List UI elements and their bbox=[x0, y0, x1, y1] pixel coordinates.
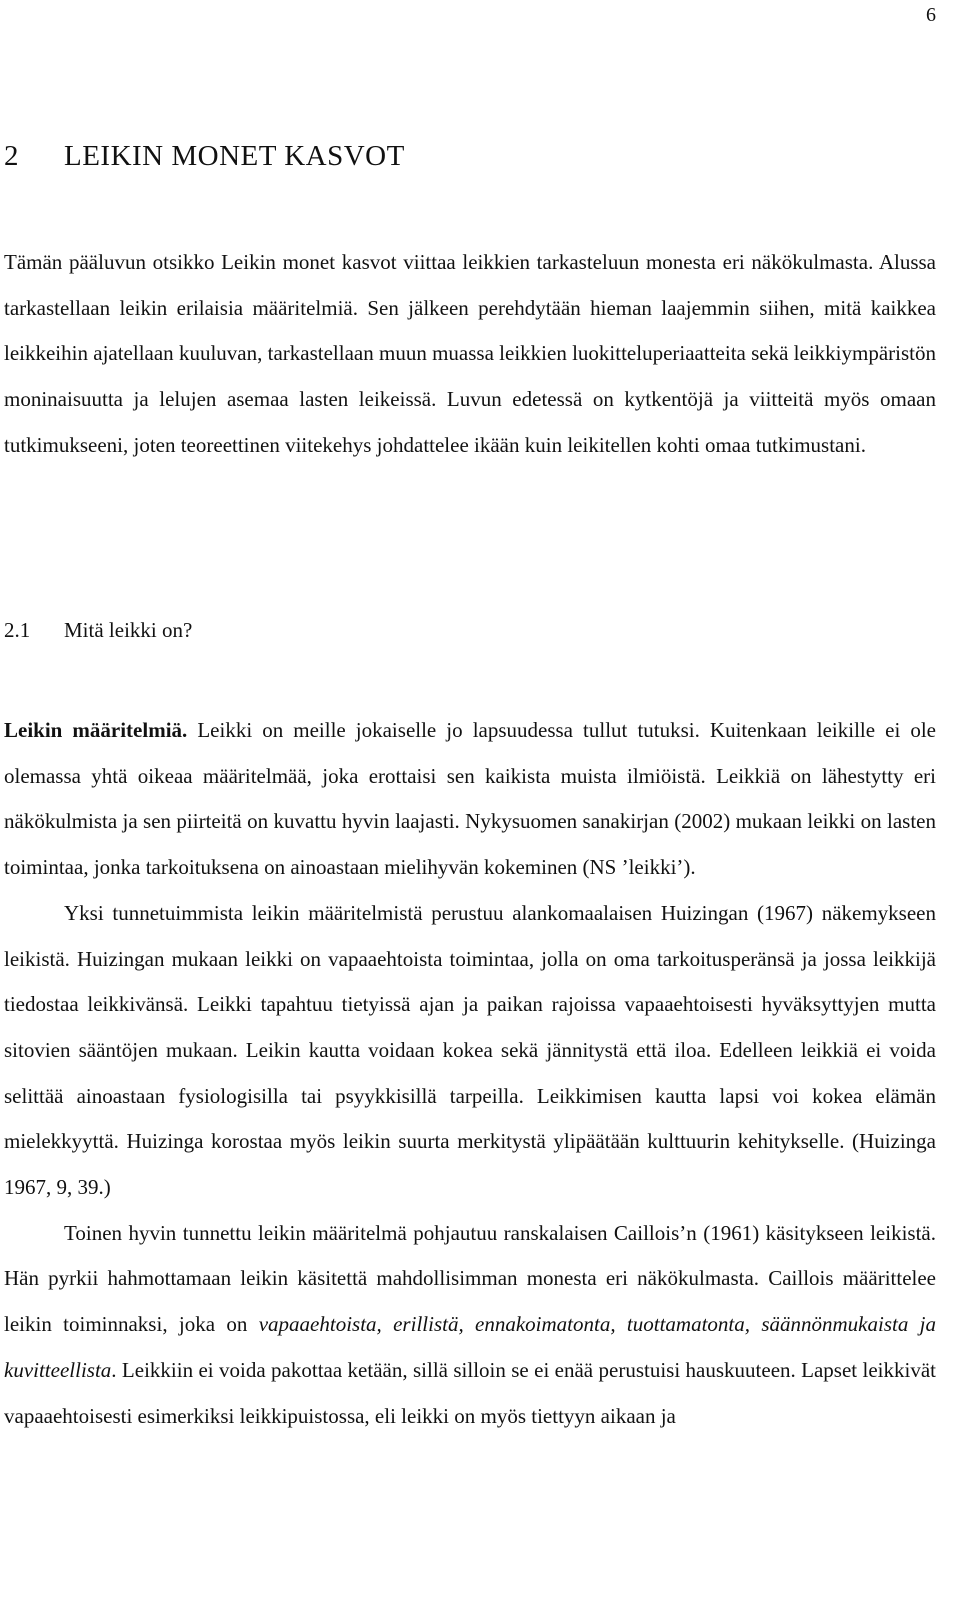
body-block bbox=[4, 708, 936, 1439]
intro-paragraph: Tämän pääluvun otsikko Leikin monet kasvot viittaa leikkien tarkasteluun monesta eri näkökulmasta. Alussa tarkastellaan leikin erilaisia määritelmiä. Sen jälkeen perehdytään hieman laajemmin siihen, mitä kaikkea leikkeihin ajatellaan kuuluvan, tarkastellaan muun muassa leikkien luokitteluperiaatteita sekä leikkiympäristön moninaisuutta ja lelujen asemaa lasten leikeissä. Luvun edetessä on kytkentöjä ja viitteitä myös omaan tutkimukseeni, joten teoreettinen viitekehys johdattelee ikään kuin leikitellen kohti omaa tutkimustani. bbox=[4, 250, 936, 457]
paragraph-caillois-text-after: . Leikkiin ei voida pakottaa ketään, sillä silloin se ei enää perustuisi hauskuuteen. Lapset leikkivät vapaaehtoisesti esimerkiksi leikkipuistossa, eli leikki on myös tiettyyn aikaan ja bbox=[4, 1357, 936, 1428]
intro-block bbox=[4, 240, 936, 469]
paragraph-definitions-text: Leikki on meille jokaiselle jo lapsuudessa tullut tutuksi. Kuitenkaan leikille ei ole olemassa yhtä oikeaa määritelmää, joka erottaisi sen kaikista muista ilmiöistä. Leikkiä on lähestytty eri näkökulmista ja sen piirteitä on kuvattu hyvin laajasti. Nykysuomen sanakirjan (2002) mukaan leikki on lasten toimintaa, jonka tarkoituksena on ainoastaan mielihyvän kokeminen (NS ’leikki’). bbox=[4, 718, 936, 880]
chapter-heading bbox=[4, 140, 405, 173]
section-number: 2.1 bbox=[4, 618, 31, 642]
page-number: 6 bbox=[926, 4, 936, 26]
paragraph-caillois bbox=[4, 1211, 936, 1440]
section-title: Mitä leikki on? bbox=[64, 618, 193, 642]
paragraph-definitions bbox=[4, 708, 936, 891]
run-in-heading: Leikin määritelmiä. bbox=[4, 718, 188, 742]
chapter-title: LEIKIN MONET KASVOT bbox=[64, 140, 405, 172]
paragraph-huizinga: Yksi tunnetuimmista leikin määritelmistä perustuu alankomaalaisen Huizingan (1967) näkemykseen leikistä. Huizingan mukaan leikki on vapaaehtoista toimintaa, jolla on oma tarkoitusperänsä ja jossa leikkijä tiedostaa leikkivänsä. Leikki tapahtuu tietyissä ajan ja paikan rajoissa vapaaehtoisesti hyväksyttyjen mutta sitovien sääntöjen mukaan. Leikin kautta voidaan kokea sekä jännitystä että iloa. Edelleen leikkiä ei voida selittää ainoastaan fysiologisilla tai psyykkisillä tarpeilla. Leikkimisen kautta lapsi voi kokea elämän mielekkyyttä. Huizinga korostaa myös leikin suurta merkitystä ylipäätään kulttuurin kehitykselle. (Huizinga 1967, 9, 39.) bbox=[4, 900, 936, 1200]
chapter-number: 2 bbox=[4, 140, 19, 172]
section-heading bbox=[4, 618, 192, 643]
paragraph-caillois-italic-terms: vapaaehtoista, erillistä, ennakoimatonta, tuottamatonta, säännönmukaista ja kuvitteellista bbox=[4, 1312, 936, 1382]
paragraph-caillois-text-before: Toinen hyvin tunnettu leikin määritelmä pohjautuu ranskalaisen Caillois’n (1961) käsitykseen leikistä. Hän pyrkii hahmottamaan leikin käsitettä mahdollisimman monesta eri näkökulmasta. Caillois määrittelee leikin toiminnaksi, joka on bbox=[4, 1220, 936, 1337]
